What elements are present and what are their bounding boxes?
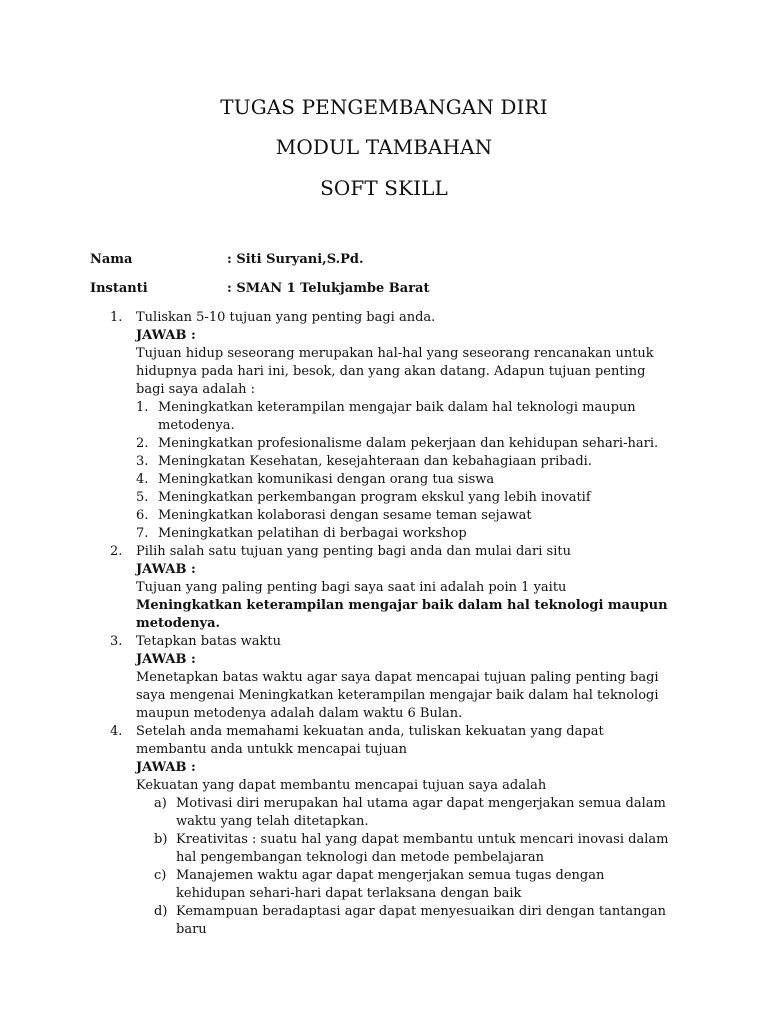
document-topic: SOFT SKILL <box>320 176 448 200</box>
question-1 <box>110 309 670 543</box>
institution-value: : SMAN 1 Telukjambe Barat <box>227 281 430 296</box>
answer-intro: Tujuan hidup seseorang merupakan hal-hal yang seseorang rencanakan untuk hidupnya pada hari ini, besok, dan yang akan datang. Adapun tujuan penting bagi saya adalah : <box>136 346 654 397</box>
institution-field <box>90 281 429 296</box>
question-number: 2. <box>110 544 123 559</box>
name-field <box>90 252 364 267</box>
document-title: TUGAS PENGEMBANGAN DIRI <box>220 95 548 119</box>
answer-intro: Kekuatan yang dapat membantu mencapai tujuan saya adalah <box>136 778 547 793</box>
list-item: 5. Meningkatkan perkembangan program ekskul yang lebih inovatif <box>136 490 591 505</box>
question-4 <box>110 723 670 939</box>
list-item: 4. Meningkatkan komunikasi dengan orang tua siswa <box>136 472 495 487</box>
list-item: 1. Meningkatkan keterampilan mengajar baik dalam hal teknologi maupun metodenya. <box>136 400 636 433</box>
institution-label: Instanti <box>90 281 148 296</box>
question-number: 1. <box>110 310 123 325</box>
list-item: c) Manajemen waktu agar dapat mengerjakan semua tugas dengan kehidupan sehari-hari dapat terlaksana dengan baik <box>154 868 605 901</box>
answer-text: Menetapkan batas waktu agar saya dapat mencapai tujuan paling penting bagi saya mengenai Meningkatkan keterampilan mengajar baik dalam hal teknologi maupun metodenya adalah dalam waktu 6 Bulan. <box>136 670 659 721</box>
question-list <box>110 309 670 939</box>
answer-label: JAWAB : <box>136 562 196 577</box>
list-item: 7. Meningkatkan pelatihan di berbagai workshop <box>136 526 467 541</box>
name-value: : Siti Suryani,S.Pd. <box>227 252 364 267</box>
name-label: Nama <box>90 252 133 267</box>
answer-label: JAWAB : <box>136 652 196 667</box>
question-number: 3. <box>110 634 123 649</box>
question-text: Pilih salah satu tujuan yang penting bagi anda dan mulai dari situ <box>136 544 571 559</box>
document-subtitle: MODUL TAMBAHAN <box>275 135 493 159</box>
list-item: a) Motivasi diri merupakan hal utama agar dapat mengerjakan semua dalam waktu yang telah ditetapkan. <box>154 796 666 829</box>
list-item: d) Kemampuan beradaptasi agar dapat menyesuaikan diri dengan tantangan baru <box>154 904 666 937</box>
question-text: Setelah anda memahami kekuatan anda, tuliskan kekuatan yang dapat membantu anda untukk mencapai tujuan <box>136 724 604 757</box>
list-item: b) Kreativitas : suatu hal yang dapat membantu untuk mencari inovasi dalam hal pengembangan teknologi dan metode pembelajaran <box>154 832 669 865</box>
question-2 <box>110 543 670 633</box>
list-item: 2. Meningkatkan profesionalisme dalam pekerjaan dan kehidupan sehari-hari. <box>136 436 659 451</box>
answer-label: JAWAB : <box>136 760 196 775</box>
question-number: 4. <box>110 724 123 739</box>
list-item: 6. Meningkatkan kolaborasi dengan sesame teman sejawat <box>136 508 532 523</box>
question-text: Tetapkan batas waktu <box>136 634 281 649</box>
answer-highlight: Meningkatkan keterampilan mengajar baik dalam hal teknologi maupun metodenya. <box>136 598 668 631</box>
answer-label: JAWAB : <box>136 328 196 343</box>
list-item: 3. Meningkatan Kesehatan, kesejahteraan dan kebahagiaan pribadi. <box>136 454 592 469</box>
question-3 <box>110 633 670 723</box>
answer-text: Tujuan yang paling penting bagi saya saat ini adalah poin 1 yaitu Meningkatkan keterampilan mengajar baik dalam hal teknologi maupun metodenya. <box>136 580 668 631</box>
question-text: Tuliskan 5-10 tujuan yang penting bagi anda. <box>136 310 436 325</box>
